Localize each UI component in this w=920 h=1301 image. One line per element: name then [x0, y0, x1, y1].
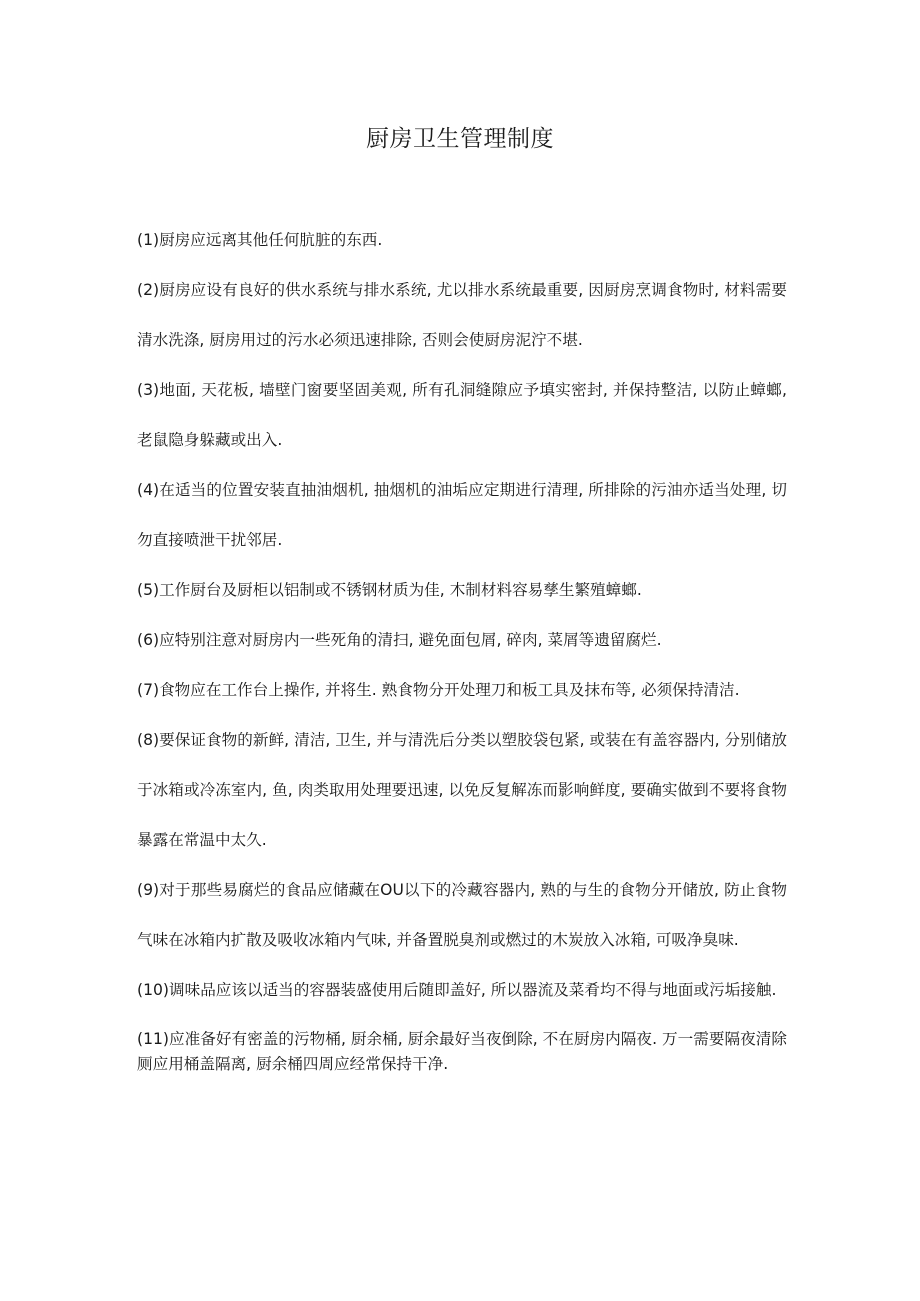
paragraph-9: (9)对于那些易腐烂的食品应储藏在OU以下的冷藏容器内, 熟的与生的食物分开储放, 防止食物气味在冰箱内扩散及吸收冰箱内气味, 并备置脱臭剂或燃过的木炭放入冰箱, 可吸净臭味.	[137, 881, 787, 949]
paragraph-7: (7)食物应在工作台上操作, 并将生. 熟食物分开处理刀和板工具及抹布等, 必须保持清洁.	[137, 681, 740, 699]
paragraph-6: (6)应特别注意对厨房内一些死角的清扫, 避免面包屑, 碎肉, 菜屑等遗留腐烂.	[137, 631, 662, 649]
paragraph-11: (11)应准备好有密盖的污物桶, 厨余桶, 厨余最好当夜倒除, 不在厨房内隔夜. 万一需要隔夜清除厕应用桶盖隔离, 厨余桶四周应经常保持干净.	[137, 1030, 787, 1073]
paragraph-8: (8)要保证食物的新鲜, 清洁, 卫生, 并与清洗后分类以塑胶袋包紧, 或装在有盖容器内, 分别储放于冰箱或冷冻室内, 鱼, 肉类取用处理要迅速, 以免反复解冻而影响鲜度, 要确实做到不要将食物暴露在常温中太久.	[137, 731, 787, 849]
paragraph-4: (4)在适当的位置安装直抽油烟机, 抽烟机的油垢应定期进行清理, 所排除的污油亦适当处理, 切勿直接喷泄干扰邻居.	[137, 481, 787, 549]
paragraph-10: (10)调味品应该以适当的容器装盛使用后随即盖好, 所以器流及菜肴均不得与地面或污垢接触.	[137, 981, 777, 999]
document-title: 厨房卫生管理制度	[366, 126, 554, 152]
paragraph-1: (1)厨房应远离其他任何肮脏的东西.	[137, 231, 383, 249]
document-body	[137, 215, 787, 1077]
paragraph-3: (3)地面, 天花板, 墙壁门窗要坚固美观, 所有孔洞缝隙应予填实密封, 并保持整洁, 以防止蟑螂, 老鼠隐身躲藏或出入.	[137, 381, 787, 449]
paragraph-2: (2)厨房应设有良好的供水系统与排水系统, 尤以排水系统最重要, 因厨房烹调食物时, 材料需要清水洗涤, 厨房用过的污水必须迅速排除, 否则会使厨房泥泞不堪.	[137, 281, 787, 349]
paragraph-5: (5)工作厨台及厨柜以铝制或不锈钢材质为佳, 木制材料容易孳生繁殖蟑螂.	[137, 581, 642, 599]
